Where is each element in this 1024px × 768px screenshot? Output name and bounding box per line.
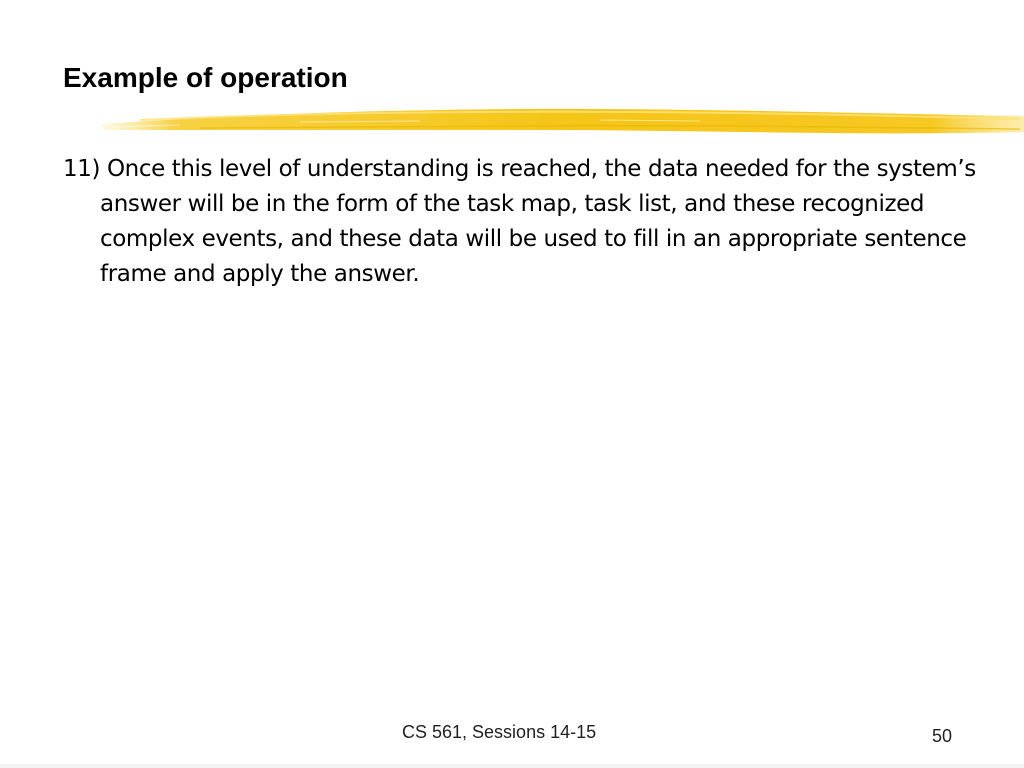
highlighter-stroke bbox=[0, 100, 1024, 144]
bottom-divider bbox=[0, 764, 1024, 768]
slide-title: Example of operation bbox=[63, 62, 348, 93]
footer-text: CS 561, Sessions 14-15 bbox=[402, 722, 597, 742]
page-number: 50 bbox=[932, 726, 953, 746]
body-paragraph: 11) Once this level of understanding is reached, the data needed for the system’s answer will be in the form of the task map, task list, and these recognized complex events, and these data will be used to fill in an appropriate sentence frame and apply the answer. bbox=[63, 156, 976, 287]
